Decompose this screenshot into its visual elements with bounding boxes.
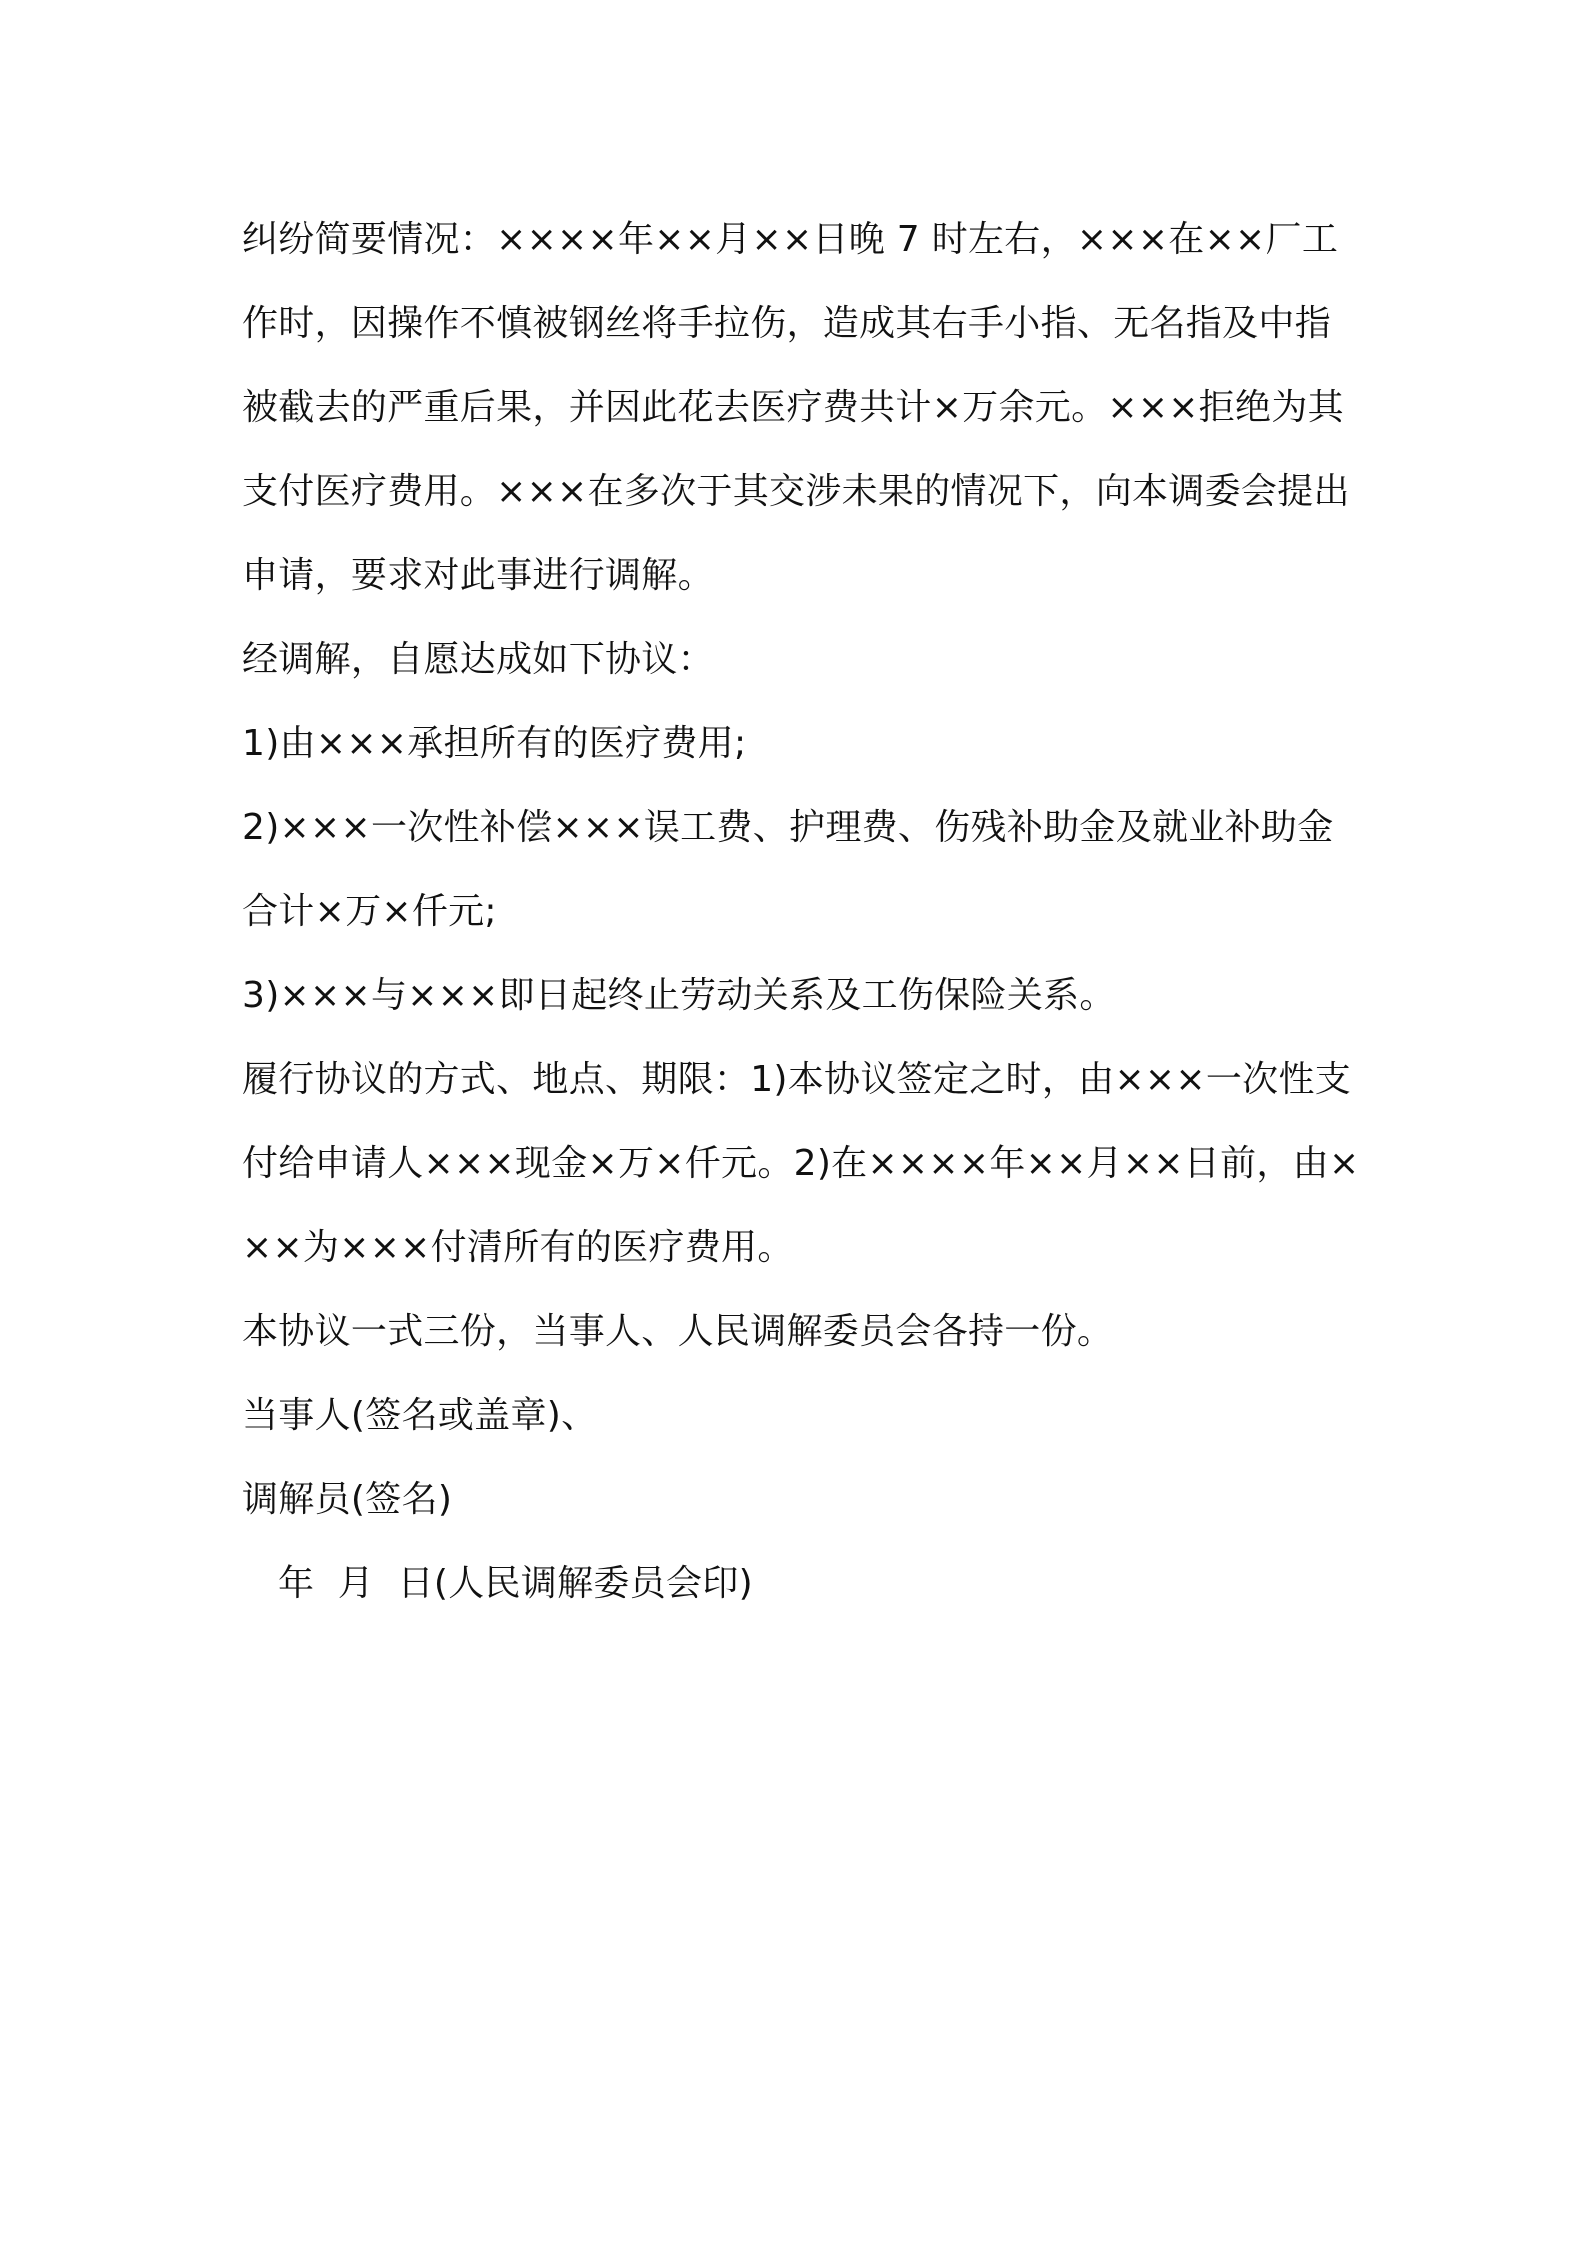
agreement-item-2: 2)×××一次性补偿×××误工费、护理费、伤残补助金及就业补助金合计×万×仟元;: [242, 807, 1334, 932]
dispute-summary-paragraph: 纠纷简要情况：××××年××月××日晚 7 时左右，×××在××厂工作时，因操作不慎被钢丝将手拉伤，造成其右手小指、无名指及中指被截去的严重后果，并因此花去医疗费共计×万余元。×××拒绝为其支付医疗费用。×××在多次于其交涉未果的情况下，向本调委会提出申请，要求对此事进行调解。: [242, 219, 1350, 596]
performance-terms-paragraph: 履行协议的方式、地点、期限：1)本协议签定之时，由×××一次性支付给申请人×××现金×万×仟元。2)在××××年××月××日前，由×××为×××付清所有的医疗费用。: [242, 1059, 1360, 1268]
agreement-item-1: 1)由×××承担所有的医疗费用;: [242, 723, 747, 764]
date-seal-line: 年 月 日(人民调解委员会印): [278, 1563, 753, 1604]
document-body: [242, 198, 1360, 1626]
agreement-item-3: 3)×××与×××即日起终止劳动关系及工伤保险关系。: [242, 975, 1116, 1016]
copies-paragraph: 本协议一式三份，当事人、人民调解委员会各持一份。: [242, 1311, 1114, 1352]
mediator-signature-line: 调解员(签名): [242, 1479, 453, 1520]
agreement-intro-paragraph: 经调解，自愿达成如下协议：: [242, 639, 714, 680]
party-signature-line: 当事人(签名或盖章)、: [242, 1395, 598, 1436]
